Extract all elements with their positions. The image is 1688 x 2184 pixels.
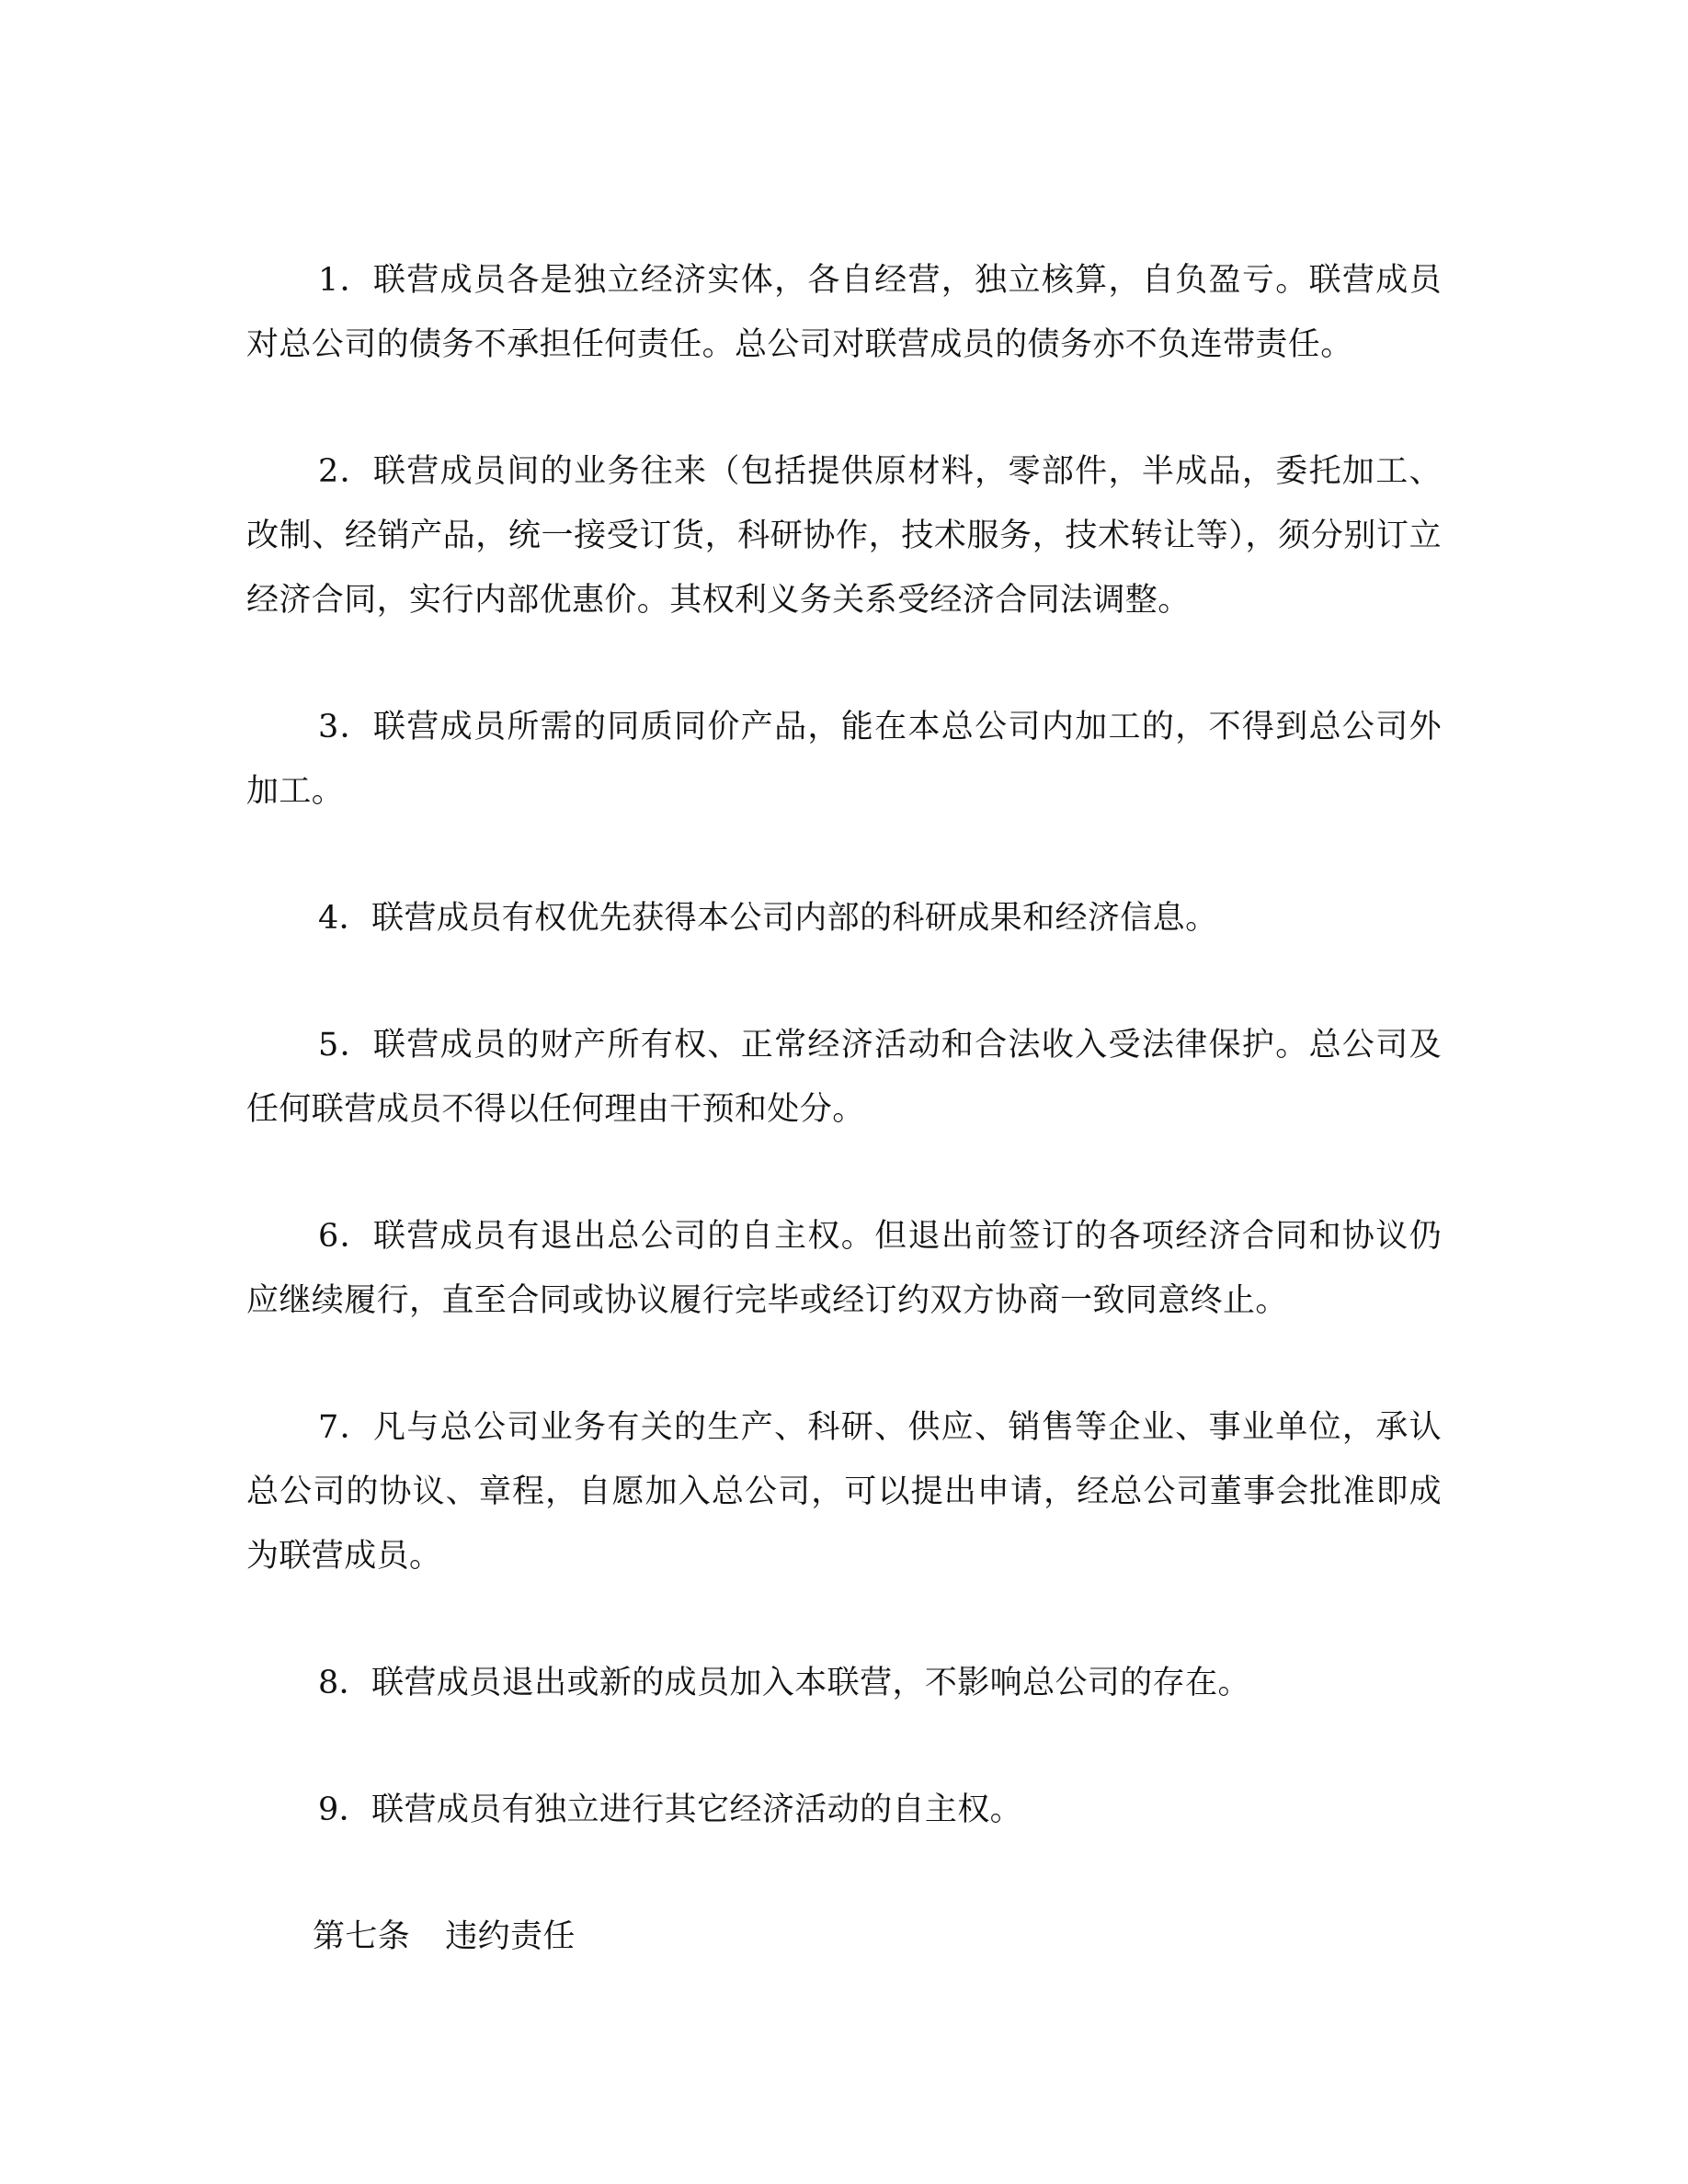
paragraph-item-7: 7．凡与总公司业务有关的生产、科研、供应、销售等企业、事业单位，承认总公司的协议、章程，自愿加入总公司，可以提出申请，经总公司董事会批准即成为联营成员。	[246, 1409, 1442, 1575]
section-heading	[246, 1905, 1442, 1969]
paragraph-item-6: 6．联营成员有退出总公司的自主权。但退出前签订的各项经济合同和协议仍应继续履行，直至合同或协议履行完毕或经订约双方协商一致同意终止。	[246, 1218, 1442, 1319]
document-body	[246, 248, 1442, 1969]
paragraph-item-3: 3．联营成员所需的同质同价产品，能在本总公司内加工的，不得到总公司外加工。	[246, 709, 1442, 810]
paragraph-item-2: 2．联营成员间的业务往来（包括提供原材料，零部件，半成品，委托加工、改制、经销产品，统一接受订货，科研协作，技术服务，技术转让等），须分别订立经济合同，实行内部优惠价。其权利义务关系受经济合同法调整。	[246, 453, 1442, 619]
paragraph-item-1: 1．联营成员各是独立经济实体，各自经营，独立核算，自负盈亏。联营成员对总公司的债务不承担任何责任。总公司对联营成员的债务亦不负连带责任。	[246, 262, 1442, 363]
paragraph-item-8: 8．联营成员退出或新的成员加入本联营，不影响总公司的存在。	[318, 1665, 1250, 1701]
section-heading-title: 违约责任	[445, 1918, 576, 1955]
paragraph-item-5: 5．联营成员的财产所有权、正常经济活动和合法收入受法律保护。总公司及任何联营成员不得以任何理由干预和处分。	[246, 1027, 1442, 1128]
paragraph-item-4: 4．联营成员有权优先获得本公司内部的科研成果和经济信息。	[318, 900, 1218, 937]
paragraph-item-9: 9．联营成员有独立进行其它经济活动的自主权。	[318, 1792, 1023, 1828]
section-heading-number: 第七条	[313, 1918, 411, 1955]
